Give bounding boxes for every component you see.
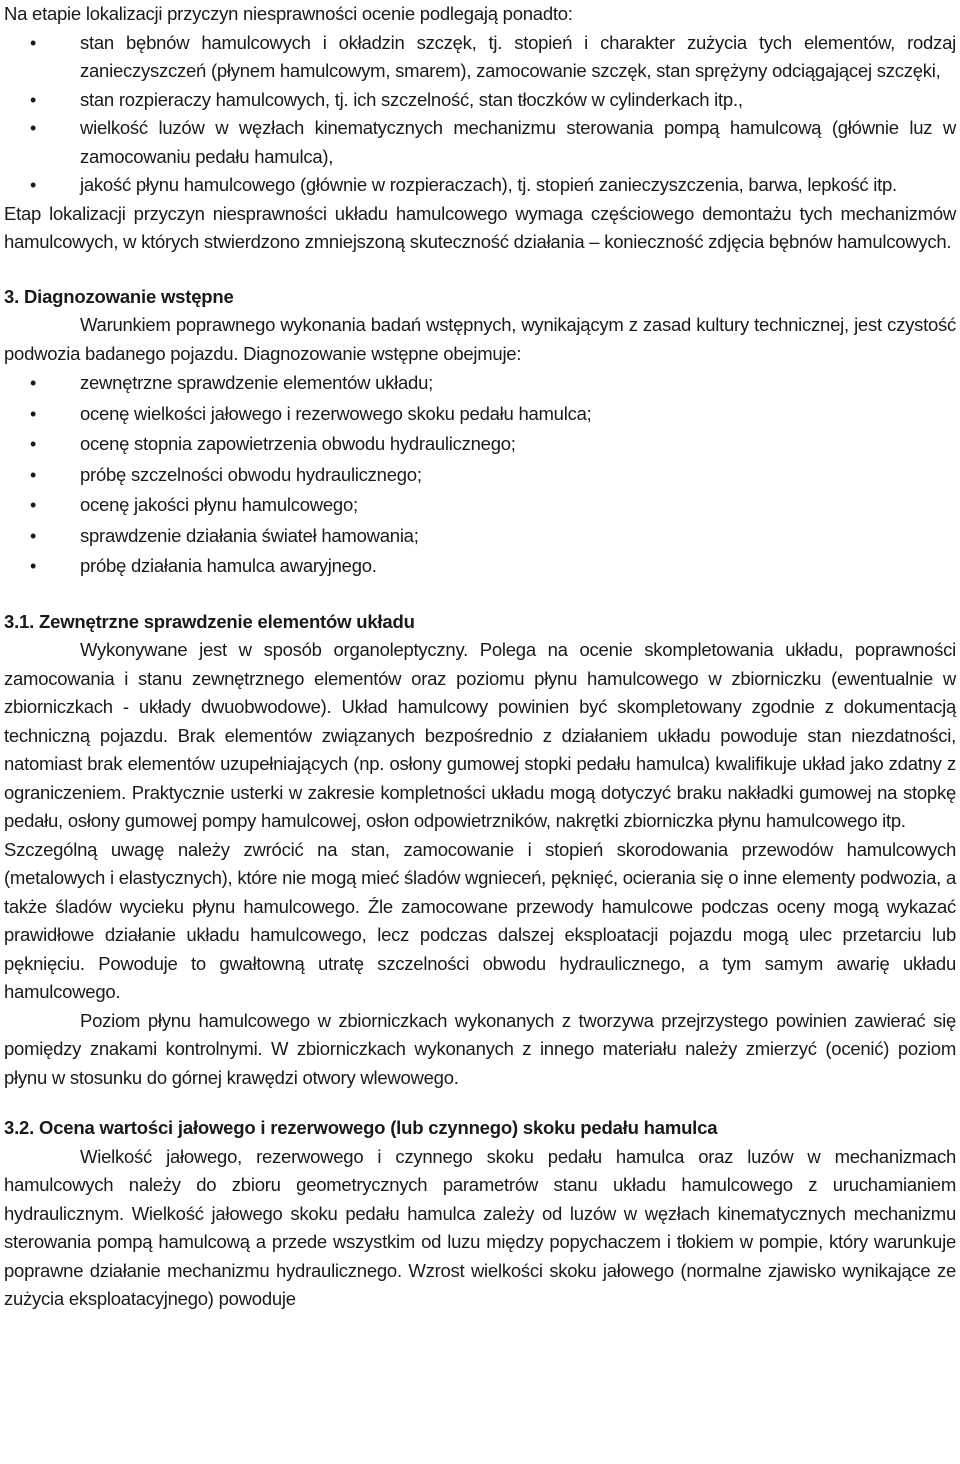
section-title: Zewnętrzne sprawdzenie elementów układu	[39, 610, 415, 632]
list-item: • stan rozpieraczy hamulcowych, tj. ich szczelność, stan tłoczków w cylinderkach itp.,	[4, 86, 956, 115]
list-item: • ocenę stopnia zapowietrzenia obwodu hydraulicznego;	[4, 429, 956, 460]
section-number: 3.	[4, 285, 20, 307]
section-number: 3.2.	[4, 1117, 35, 1138]
list-item: • stan bębnów hamulcowych i okładzin szczęk, tj. stopień i charakter zużycia tych elementów, rodzaj zanieczyszczeń (płynem hamulcowym, smarem), zamocowanie szczęk, stan sprężyny odciągającej szczęki,	[4, 29, 956, 86]
list-item: • zewnętrzne sprawdzenie elementów układu;	[4, 368, 956, 399]
diagnosis-list	[4, 368, 956, 582]
bullet-icon: •	[30, 32, 37, 53]
section-3-1-heading	[4, 608, 956, 637]
section-3-1-paragraph-1: Wykonywane jest w sposób organoleptyczny. Polega na ocenie skompletowania układu, poprawności zamocowania i stanu zewnętrznego elementów oraz poziomu płynu hamulcowego w zbiorniczku (ewentualnie w zbiorniczkach - układy dwuobwodowe). Układ hamulcowy powinien być skompletowany zgodnie z dokumentacją techniczną pojazdu. Brak elementów związanych bezpośrednio z działaniem układu powoduje stan niezdatności, natomiast brak elementów uzupełniających (np. osłony gumowej stopki pedału hamulca) kwalifikuje układ jako zdatny z ograniczeniem. Praktycznie usterki w zakresie kompletności układu mogą dotyczyć braku nakładki gumowej na stopkę pedału, osłony gumowej pompy hamulcowej, osłon odpowietrzników, nakrętki zbiorniczka płynu hamulcowego itp.	[4, 639, 956, 831]
section-3-2-paragraph: Wielkość jałowego, rezerwowego i czynnego skoku pedału hamulca oraz luzów w mechanizmach hamulcowych należy do zbioru geometrycznych parametrów stanu układu hamulcowego z uruchamianiem hydraulicznym. Wielkość jałowego skoku pedału hamulca zależy od luzów w węzłach kinematycznych mechanizmu sterowania pompą hamulcową a przede wszystkim od luzu między popychaczem i tłokiem w pompie, który warunkuje poprawne działanie mechanizmu hydraulicznego. Wzrost wielkości skoku jałowego (normalne zjawisko wynikające ze zużycia eksploatacyjnego) powoduje	[4, 1145, 956, 1309]
bullet-icon: •	[30, 175, 37, 195]
section-title: Diagnozowanie wstępne	[23, 285, 234, 307]
bullet-icon: •	[30, 525, 37, 546]
list-item: • wielkość luzów w węzłach kinematycznych mechanizmu sterowania pompą hamulcową (głównie luz w zamocowaniu pedału hamulca),	[4, 114, 956, 171]
bullet-icon: •	[30, 373, 37, 393]
inspection-list	[4, 29, 956, 200]
list-item: • próbę szczelności obwodu hydraulicznego;	[4, 460, 956, 491]
list-item: • sprawdzenie działania świateł hamowania;	[4, 521, 956, 552]
section-3-1-paragraph-3: Poziom płynu hamulcowego w zbiorniczkach wykonanych z tworzywa przejrzystego powinien zawierać się pomiędzy znakami kontrolnymi. W zbiorniczkach wykonanych z innego materiału należy zmierzyć (ocenić) poziom płynu w stosunku do górnej krawędzi otwory wlewowego.	[4, 1009, 956, 1088]
bullet-icon: •	[30, 556, 37, 576]
bullet-icon: •	[30, 464, 37, 485]
list-item: • ocenę jakości płynu hamulcowego;	[4, 490, 956, 521]
list-item: • ocenę wielkości jałowego i rezerwowego skoku pedału hamulca;	[4, 399, 956, 430]
bullet-icon: •	[30, 89, 37, 110]
section-number: 3.1.	[4, 610, 35, 632]
bullet-icon: •	[30, 403, 37, 424]
intro-text: Na etapie lokalizacji przyczyn niesprawności ocenie podlegają ponadto:	[4, 3, 573, 24]
bullet-icon: •	[30, 495, 37, 515]
section-title: Ocena wartości jałowego i rezerwowego (lub czynnego) skoku pedału hamulca	[39, 1117, 718, 1138]
section-3-1-paragraph-2: Szczególną uwagę należy zwrócić na stan, zamocowanie i stopień skorodowania przewodów hamulcowych (metalowych i elastycznych), które nie mogą mieć śladów wgnieceń, pęknięć, ocierania się o inne elementy podwozia, a także śladów wycieku płynu hamulcowego. Źle zamocowane przewody hamulcowe podczas oceny mogą wykazać prawidłowe działanie układu hamulcowego, lecz podczas dalszej eksploatacji pojazdu mogą ulec przetarciu lub pęknięciu. Powoduje to gwałtowną utratę szczelności obwodu hydraulicznego, a tym samym awarię układu hamulcowego.	[4, 838, 956, 1002]
list-item: • jakość płynu hamulcowego (głównie w rozpieraczach), tj. stopień zanieczyszczenia, barwa, lepkość itp.	[4, 171, 956, 200]
paragraph-etap: Etap lokalizacji przyczyn niesprawności układu hamulcowego wymaga częściowego demontażu tych mechanizmów hamulcowych, w których stwierdzono zmniejszoną skuteczność działania – konieczność zdjęcia bębnów hamulcowych.	[4, 202, 956, 252]
bullet-icon: •	[30, 434, 37, 454]
section-3-heading	[4, 283, 956, 312]
bullet-icon: •	[30, 118, 37, 138]
list-item: • próbę działania hamulca awaryjnego.	[4, 551, 956, 582]
section-3-2-heading	[4, 1114, 956, 1143]
document-page	[4, 0, 956, 1314]
section-3-paragraph: Warunkiem poprawnego wykonania badań wstępnych, wynikającym z zasad kultury technicznej, jest czystość podwozia badanego pojazdu. Diagnozowanie wstępne obejmuje:	[4, 314, 956, 364]
